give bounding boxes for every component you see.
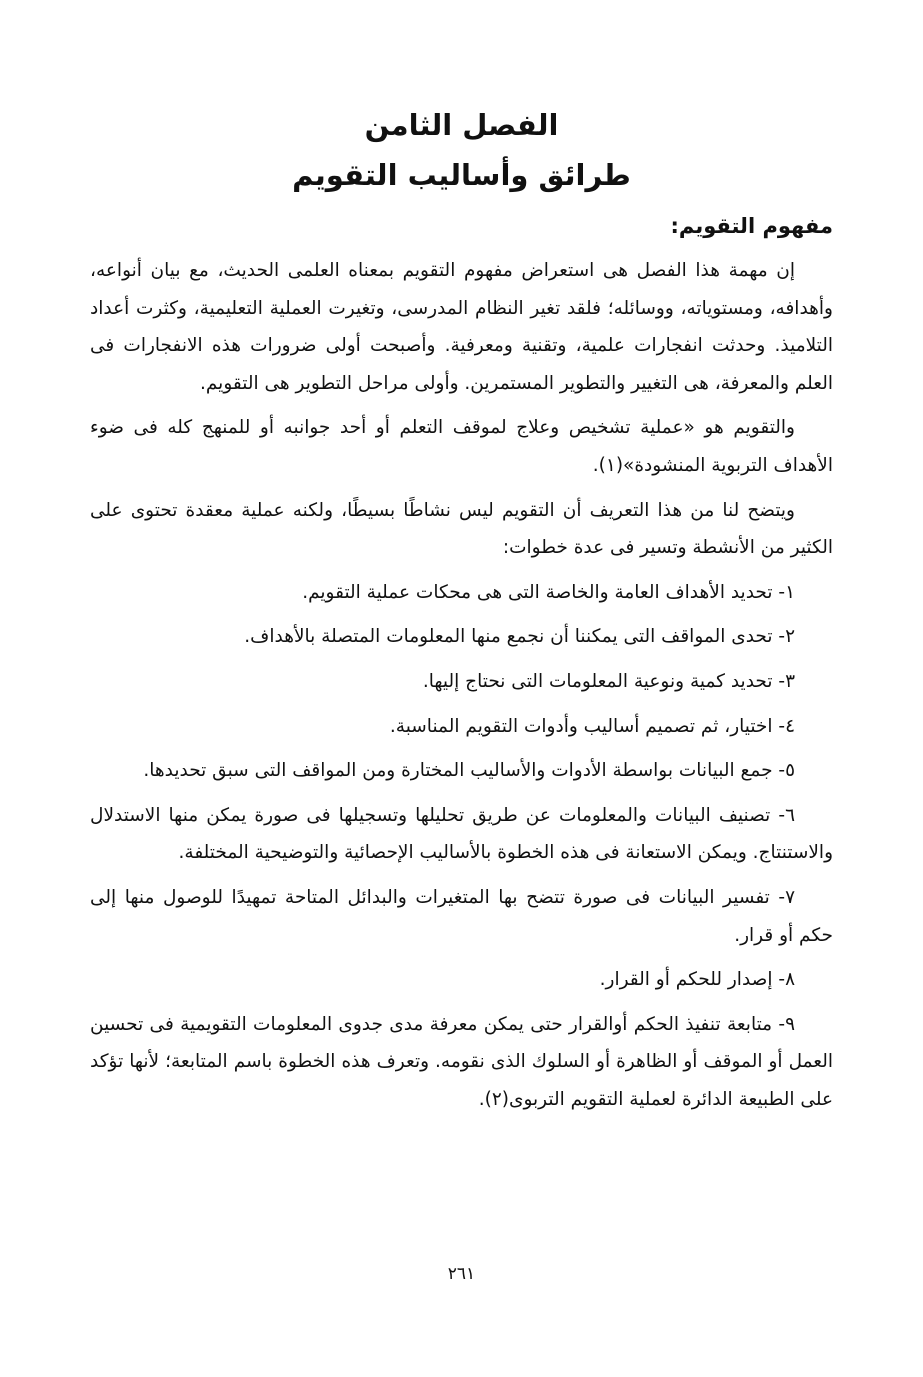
paragraph-definition: والتقويم هو «عملية تشخيص وعلاج لموقف التعلم أو أحد جوانبه أو للمنهج كله فى ضوء الأهداف التربوية المنشودة»(١). — [90, 417, 833, 476]
paragraph-intro: إن مهمة هذا الفصل هى استعراض مفهوم التقويم بمعناه العلمى الحديث، مع بيان أنواعه، وأهدافه، ومستوياته، ووسائله؛ فلقد تغير النظام المدرسى، وتغيرت العملية التعليمية، وكثرت أعداد التلاميذ. وحدثت انفجارات علمية، وتقنية ومعرفية. وأصبحت أولى ضرورات هذه الانفجارات فى العلم والمعرفة، هى التغيير والتطوير المستمرين. وأولى مراحل التطوير هى التقويم. — [90, 260, 833, 394]
list-item-step-7: ٧- تفسير البيانات فى صورة تتضح بها المتغيرات والبدائل المتاحة تمهيدًا للوصول منها إلى حكم أو قرار. — [90, 886, 833, 946]
list-item-step-4: ٤- اختيار، ثم تصميم أساليب وأدوات التقويم المناسبة. — [389, 715, 795, 737]
list-item-step-1: ١- تحديد الأهداف العامة والخاصة التى هى محكات عملية التقويم. — [302, 581, 795, 603]
list-item-step-6: ٦- تصنيف البيانات والمعلومات عن طريق تحليلها وتسجيلها فى صورة يمكن منها الاستدلال والاستنتاج. ويمكن الاستعانة فى هذه الخطوة بالأساليب الإحصائية والتوضيحية المختلفة. — [90, 804, 833, 864]
chapter-title: الفصل الثامن — [364, 108, 559, 142]
list-item-step-5: ٥- جمع البيانات بواسطة الأدوات والأساليب المختارة ومن المواقف التى سبق تحديدها. — [143, 760, 795, 782]
body-text — [90, 252, 833, 1125]
list-item-step-2: ٢- تحدى المواقف التى يمكننا أن نجمع منها المعلومات المتصلة بالأهداف. — [244, 626, 795, 648]
list-item-step-3: ٣- تحديد كمية ونوعية المعلومات التى نحتاج إليها. — [422, 670, 795, 692]
list-item-step-8: ٨- إصدار للحكم أو القرار. — [599, 969, 795, 991]
section-heading: مفهوم التقويم: — [670, 214, 833, 238]
page-number: ٢٦١ — [447, 1264, 476, 1284]
chapter-subtitle: طرائق وأساليب التقويم — [292, 158, 631, 192]
list-item-step-9: ٩- متابعة تنفيذ الحكم أوالقرار حتى يمكن معرفة مدى جدوى المعلومات التقويمية فى تحسين العمل أو الموقف أو الظاهرة أو السلوك الذى نقومه. وتعرف هذه الخطوة باسم المتابعة؛ لأنها تؤكد على الطبيعة الدائرة لعملية التقويم التربوى(٢). — [90, 1013, 833, 1110]
paragraph-steps-intro: ويتضح لنا من هذا التعريف أن التقويم ليس نشاطًا بسيطًا، ولكنه عملية معقدة تحتوى على الكثير من الأنشطة وتسير فى عدة خطوات: — [90, 499, 833, 559]
